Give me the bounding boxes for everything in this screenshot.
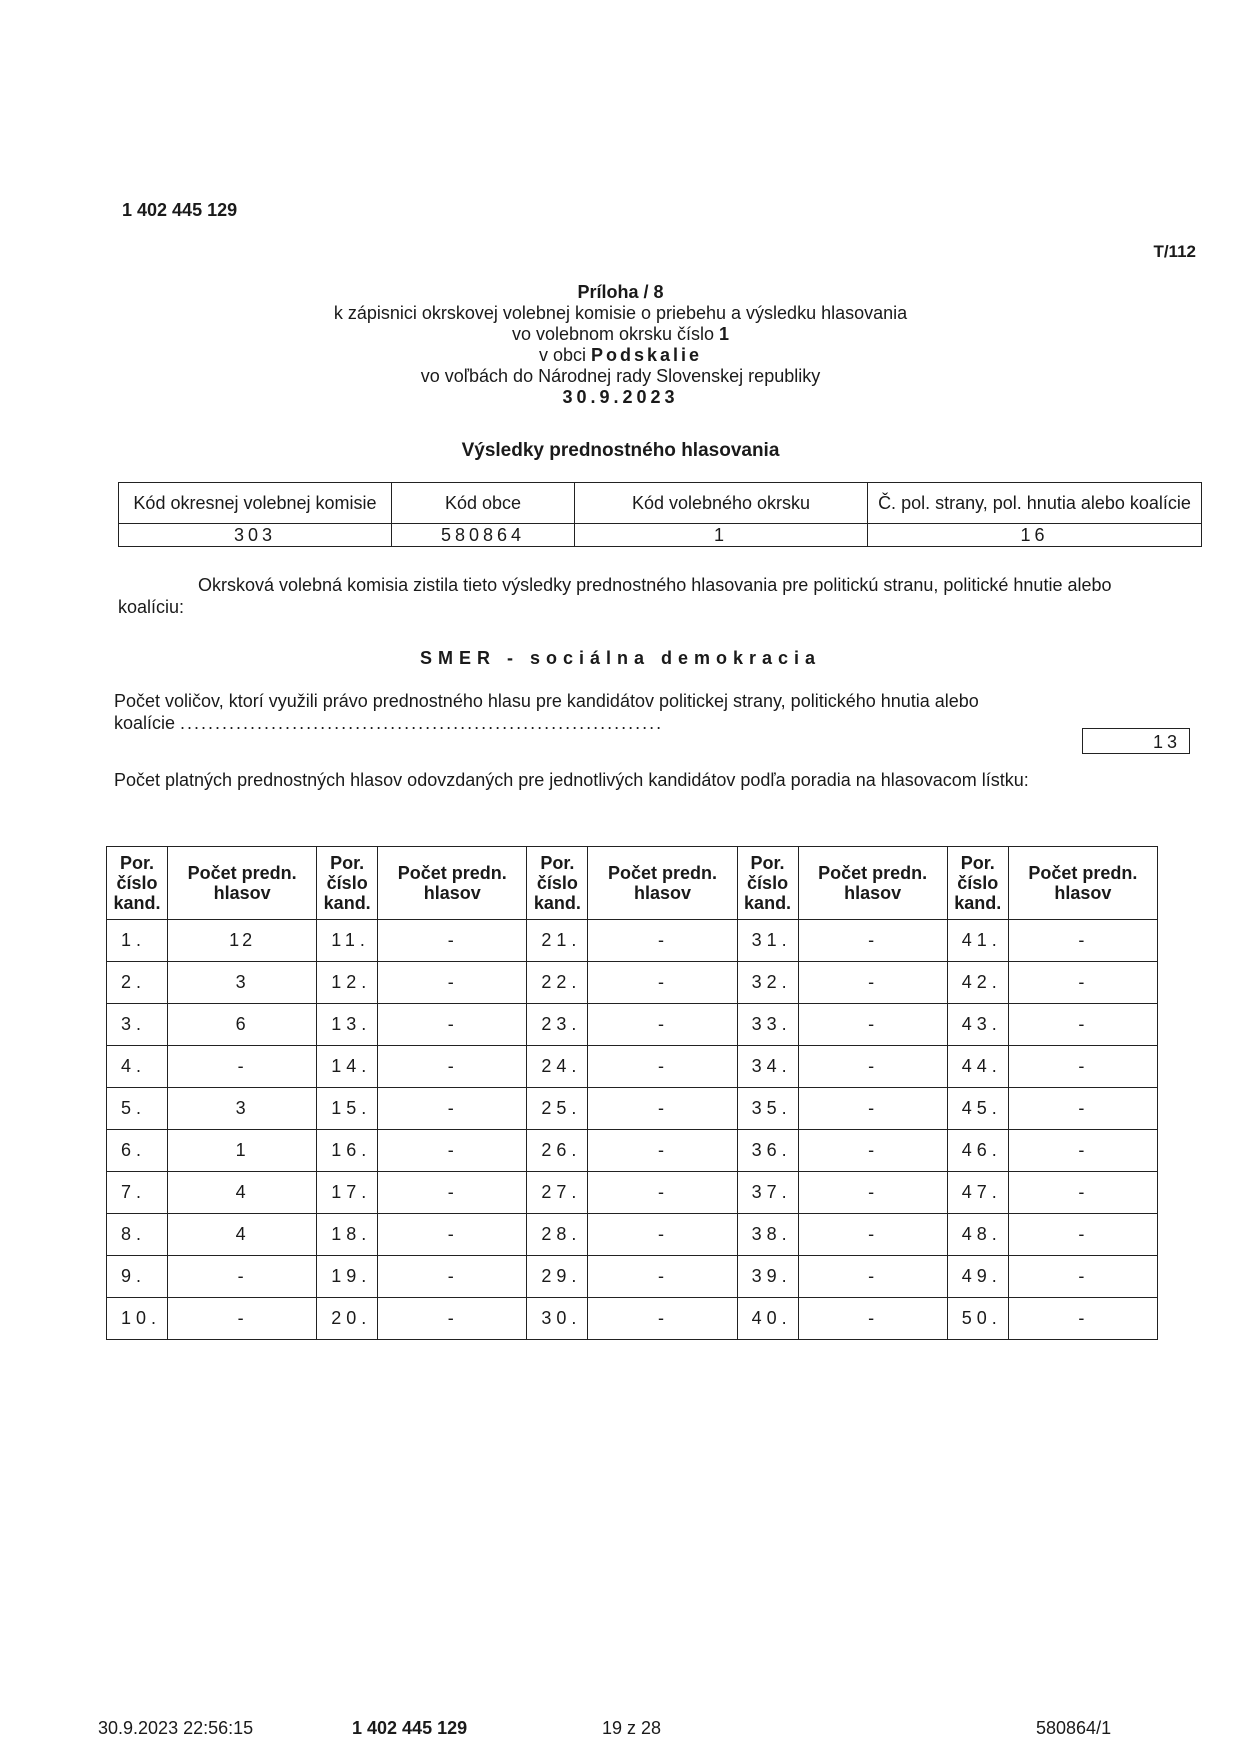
candidate-number: 3. — [107, 1004, 168, 1046]
header-candidate-number-line: Por. — [750, 853, 785, 873]
candidate-number: 35. — [737, 1088, 798, 1130]
vote-count: - — [798, 1214, 947, 1256]
votes-header-row — [107, 847, 1158, 920]
municipality-prefix: v obci — [538, 345, 591, 365]
vote-count: - — [378, 1172, 527, 1214]
header-candidate-number-line: Por. — [330, 853, 365, 873]
vote-count: - — [798, 962, 947, 1004]
candidate-number: 32. — [737, 962, 798, 1004]
candidate-number: 47. — [947, 1172, 1008, 1214]
form-code: T/112 — [1153, 242, 1196, 261]
table-row — [107, 1214, 1158, 1256]
vote-count: 6 — [168, 1004, 317, 1046]
header-vote-count-line: Počet predn. — [187, 863, 297, 883]
header-candidate-number — [317, 847, 378, 920]
vote-count: - — [1008, 1046, 1157, 1088]
candidate-number: 25. — [527, 1088, 588, 1130]
candidate-number: 45. — [947, 1088, 1008, 1130]
candidate-number: 11. — [317, 920, 378, 962]
candidate-number: 36. — [737, 1130, 798, 1172]
candidate-number: 26. — [527, 1130, 588, 1172]
vote-count: - — [798, 1172, 947, 1214]
candidate-number: 40. — [737, 1298, 798, 1340]
candidate-number: 5. — [107, 1088, 168, 1130]
header-vote-count — [378, 847, 527, 920]
header-line-minutes: k zápisnici okrskovej volebnej komisie o priebehu a výsledku hlasovania — [333, 303, 908, 323]
codes-value-party-number: 16 — [868, 524, 1202, 547]
vote-count: 12 — [168, 920, 317, 962]
candidate-number: 50. — [947, 1298, 1008, 1340]
header-candidate-number-line: Por. — [119, 853, 154, 873]
municipality-name: Podskalie — [590, 345, 703, 365]
candidate-number: 28. — [527, 1214, 588, 1256]
candidate-number: 39. — [737, 1256, 798, 1298]
election-date: 30.9.2023 — [562, 387, 679, 407]
document-header — [0, 282, 1241, 408]
candidate-number: 27. — [527, 1172, 588, 1214]
vote-count: - — [378, 962, 527, 1004]
vote-count: - — [588, 1214, 737, 1256]
codes-header-district: Kód volebného okrsku — [575, 483, 868, 524]
vote-count: 1 — [168, 1130, 317, 1172]
candidate-number: 16. — [317, 1130, 378, 1172]
vote-count: - — [588, 1046, 737, 1088]
footer-page-number: 19 z 28 — [602, 1718, 662, 1738]
vote-count: - — [378, 1130, 527, 1172]
header-vote-count — [168, 847, 317, 920]
header-vote-count — [1008, 847, 1157, 920]
vote-count: 3 — [168, 1088, 317, 1130]
table-row — [107, 1046, 1158, 1088]
footer-document-number: 1 402 445 129 — [352, 1718, 468, 1738]
header-candidate-number — [107, 847, 168, 920]
candidate-number: 33. — [737, 1004, 798, 1046]
candidate-number: 17. — [317, 1172, 378, 1214]
header-line-municipality — [0, 345, 1241, 366]
vote-count: - — [588, 962, 737, 1004]
header-candidate-number-line: kand. — [323, 893, 371, 913]
leader-dots: ..................................................................... — [180, 713, 664, 733]
candidate-number: 8. — [107, 1214, 168, 1256]
header-candidate-number-line: kand. — [954, 893, 1002, 913]
vote-count: - — [168, 1046, 317, 1088]
voters-statement — [114, 690, 1034, 734]
candidate-number: 22. — [527, 962, 588, 1004]
section-title: Výsledky prednostného hlasovania — [461, 440, 780, 461]
vote-count: - — [1008, 1130, 1157, 1172]
vote-count: 3 — [168, 962, 317, 1004]
vote-count: - — [378, 1046, 527, 1088]
vote-count: - — [1008, 1088, 1157, 1130]
candidate-number: 7. — [107, 1172, 168, 1214]
candidate-number: 21. — [527, 920, 588, 962]
header-vote-count-line: Počet predn. — [1028, 863, 1138, 883]
table-row — [107, 1130, 1158, 1172]
candidate-number: 48. — [947, 1214, 1008, 1256]
vote-count: - — [1008, 920, 1157, 962]
votes-body — [107, 920, 1158, 1340]
vote-count: - — [378, 1214, 527, 1256]
candidate-number: 41. — [947, 920, 1008, 962]
header-candidate-number — [527, 847, 588, 920]
candidate-number: 10. — [107, 1298, 168, 1340]
header-vote-count-line: Počet predn. — [607, 863, 717, 883]
candidate-number: 15. — [317, 1088, 378, 1130]
header-candidate-number-line: Por. — [960, 853, 995, 873]
candidate-number: 18. — [317, 1214, 378, 1256]
vote-count: - — [588, 1088, 737, 1130]
header-candidate-number-line: číslo — [536, 873, 578, 893]
header-vote-count — [798, 847, 947, 920]
header-vote-count-line: hlasov — [1054, 883, 1112, 903]
vote-count: - — [378, 920, 527, 962]
codes-table — [118, 482, 1202, 547]
header-candidate-number-line: kand. — [113, 893, 161, 913]
candidate-number: 49. — [947, 1256, 1008, 1298]
candidate-number: 14. — [317, 1046, 378, 1088]
candidate-number: 24. — [527, 1046, 588, 1088]
codes-value-district-commission: 303 — [119, 524, 392, 547]
candidate-number: 44. — [947, 1046, 1008, 1088]
vote-count: 4 — [168, 1172, 317, 1214]
vote-count: - — [798, 1130, 947, 1172]
vote-count: - — [1008, 1214, 1157, 1256]
candidate-number: 19. — [317, 1256, 378, 1298]
footer-reference: 580864/1 — [1036, 1718, 1112, 1738]
preferential-votes-table — [106, 846, 1158, 1340]
candidate-number: 23. — [527, 1004, 588, 1046]
header-candidate-number-line: kand. — [744, 893, 792, 913]
vote-count: - — [798, 1298, 947, 1340]
candidate-number: 12. — [317, 962, 378, 1004]
candidate-number: 2. — [107, 962, 168, 1004]
vote-count: - — [798, 1256, 947, 1298]
party-name: SMER - sociálna demokracia — [419, 648, 822, 668]
district-number: 1 — [719, 324, 730, 344]
codes-value-municipality: 580864 — [392, 524, 575, 547]
header-line-district — [0, 324, 1241, 345]
header-vote-count-line: hlasov — [844, 883, 902, 903]
vote-count: - — [168, 1298, 317, 1340]
header-vote-count-line: hlasov — [423, 883, 481, 903]
table-row — [107, 1004, 1158, 1046]
header-vote-count-line: hlasov — [633, 883, 691, 903]
codes-header-party-number: Č. pol. strany, pol. hnutia alebo koalície — [868, 483, 1202, 524]
vote-count: - — [588, 1256, 737, 1298]
header-vote-count-line: Počet predn. — [397, 863, 507, 883]
header-candidate-number-line: číslo — [957, 873, 999, 893]
vote-count: - — [1008, 1004, 1157, 1046]
codes-value-row — [119, 524, 1202, 547]
vote-count: - — [1008, 962, 1157, 1004]
commission-statement: Okrsková volebná komisia zistila tieto výsledky prednostného hlasovania pre politickú stranu, politické hnutie alebo koalíciu: — [118, 575, 1112, 617]
vote-count: - — [588, 920, 737, 962]
header-vote-count-line: hlasov — [213, 883, 271, 903]
candidate-number: 6. — [107, 1130, 168, 1172]
candidate-number: 13. — [317, 1004, 378, 1046]
table-row — [107, 962, 1158, 1004]
header-candidate-number-line: kand. — [533, 893, 581, 913]
candidate-number: 46. — [947, 1130, 1008, 1172]
candidate-number: 34. — [737, 1046, 798, 1088]
vote-count: - — [1008, 1256, 1157, 1298]
candidate-number: 42. — [947, 962, 1008, 1004]
codes-header-row — [119, 483, 1202, 524]
table-row — [107, 1088, 1158, 1130]
vote-count: - — [588, 1130, 737, 1172]
vote-count: - — [378, 1256, 527, 1298]
voters-statement-text: Počet voličov, ktorí využili právo prednostného hlasu pre kandidátov politickej strany, politického hnutia alebo koalície — [114, 691, 979, 733]
vote-count: - — [168, 1256, 317, 1298]
vote-count: - — [1008, 1172, 1157, 1214]
candidate-number: 38. — [737, 1214, 798, 1256]
vote-count: - — [378, 1004, 527, 1046]
codes-header-municipality: Kód obce — [392, 483, 575, 524]
vote-count: - — [588, 1004, 737, 1046]
votes-statement: Počet platných prednostných hlasov odovzdaných pre jednotlivých kandidátov podľa poradia na hlasovacom lístku: — [114, 770, 1029, 790]
table-row — [107, 920, 1158, 962]
candidate-number: 4. — [107, 1046, 168, 1088]
candidate-number: 37. — [737, 1172, 798, 1214]
vote-count: - — [798, 1004, 947, 1046]
district-prefix: vo volebnom okrsku číslo — [511, 324, 720, 344]
header-candidate-number-line: číslo — [116, 873, 158, 893]
header-line-election: vo voľbách do Národnej rady Slovenskej republiky — [420, 366, 821, 386]
vote-count: - — [588, 1172, 737, 1214]
vote-count: - — [798, 1088, 947, 1130]
codes-header-district-commission: Kód okresnej volebnej komisie — [119, 483, 392, 524]
header-candidate-number-line: číslo — [326, 873, 368, 893]
vote-count: - — [798, 920, 947, 962]
candidate-number: 30. — [527, 1298, 588, 1340]
vote-count: - — [1008, 1298, 1157, 1340]
header-candidate-number-line: Por. — [540, 853, 575, 873]
annex-title: Príloha / 8 — [577, 282, 664, 302]
candidate-number: 43. — [947, 1004, 1008, 1046]
footer-timestamp: 30.9.2023 22:56:15 — [98, 1718, 254, 1738]
header-candidate-number — [737, 847, 798, 920]
vote-count: 4 — [168, 1214, 317, 1256]
candidate-number: 31. — [737, 920, 798, 962]
header-candidate-number-line: číslo — [747, 873, 789, 893]
candidate-number: 20. — [317, 1298, 378, 1340]
vote-count: - — [588, 1298, 737, 1340]
document-number: 1 402 445 129 — [122, 200, 238, 220]
table-row — [107, 1256, 1158, 1298]
vote-count: - — [378, 1298, 527, 1340]
vote-count: - — [798, 1046, 947, 1088]
candidate-number: 29. — [527, 1256, 588, 1298]
table-row — [107, 1298, 1158, 1340]
header-vote-count-line: Počet predn. — [818, 863, 928, 883]
codes-value-district: 1 — [575, 524, 868, 547]
header-vote-count — [588, 847, 737, 920]
vote-count: - — [378, 1088, 527, 1130]
candidate-number: 9. — [107, 1256, 168, 1298]
table-row — [107, 1172, 1158, 1214]
header-candidate-number — [947, 847, 1008, 920]
voters-count: 13 — [1082, 728, 1190, 754]
candidate-number: 1. — [107, 920, 168, 962]
